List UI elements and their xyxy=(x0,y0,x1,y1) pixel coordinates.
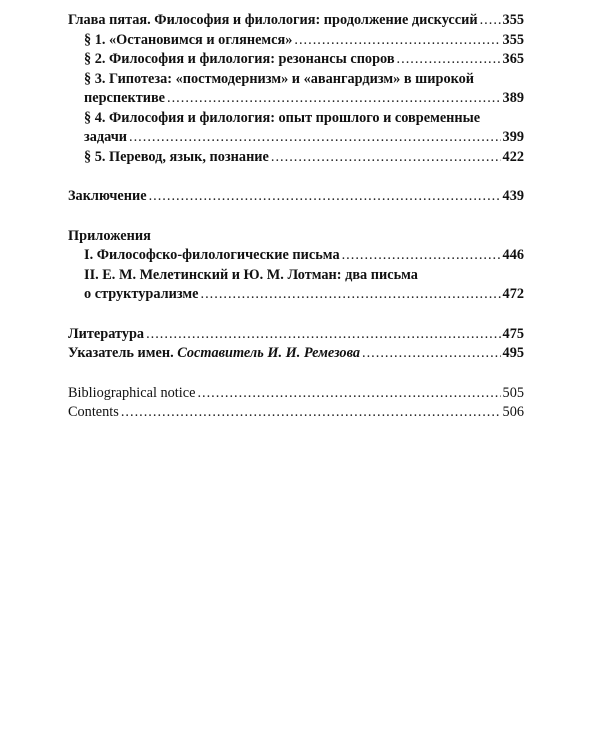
page-number: 355 xyxy=(502,12,524,28)
toc-entry-appendix-2[interactable] xyxy=(68,285,524,305)
leader-dots xyxy=(149,187,501,207)
appendices-title: Приложения xyxy=(68,227,151,244)
page-number: 389 xyxy=(502,90,524,106)
index-title-text: Указатель имен. xyxy=(68,345,174,361)
section-title: § 1. «Остановимся и оглянемся» xyxy=(84,31,293,48)
leader-dots xyxy=(362,344,501,364)
leader-dots xyxy=(294,31,500,51)
appendix-title: I. Философско-филологические письма xyxy=(84,247,340,263)
toc-entry-section-4-line1[interactable]: § 4. Философия и филология: опыт прошлого и современные xyxy=(84,109,481,126)
page-number: 472 xyxy=(502,286,524,302)
section-title: задачи xyxy=(84,129,128,145)
page-number: 399 xyxy=(502,129,524,145)
toc-entry-section-1[interactable] xyxy=(68,31,524,51)
leader-dots xyxy=(197,384,500,404)
leader-dots xyxy=(146,325,500,345)
table-of-contents xyxy=(68,11,524,423)
leader-dots xyxy=(397,50,501,70)
index-title xyxy=(68,344,360,364)
toc-entry-conclusion[interactable] xyxy=(68,187,524,207)
page-number: 365 xyxy=(502,51,524,67)
spacer xyxy=(68,305,524,325)
section-title: § 2. Философия и филология: резонансы споров xyxy=(84,51,395,67)
page-number: 355 xyxy=(502,31,524,48)
bibliographical-notice-title: Bibliographical notice xyxy=(68,384,196,401)
contents-title: Contents xyxy=(68,404,119,420)
leader-dots xyxy=(121,403,501,423)
spacer xyxy=(68,167,524,187)
spacer xyxy=(68,207,524,227)
literature-title: Литература xyxy=(68,325,145,342)
toc-entry-appendix-2-line1[interactable]: II. Е. М. Мелетинский и Ю. М. Лотман: два письма xyxy=(84,266,418,283)
leader-dots xyxy=(271,148,501,168)
page-number: 495 xyxy=(502,345,524,361)
conclusion-title: Заключение xyxy=(68,188,147,204)
page-number: 439 xyxy=(502,188,524,204)
spacer xyxy=(68,364,524,384)
toc-entry-section-3[interactable] xyxy=(68,89,524,109)
section-title: § 5. Перевод, язык, познание xyxy=(84,148,269,165)
leader-dots xyxy=(201,285,501,305)
toc-entry-index[interactable] xyxy=(68,344,524,364)
page-number: 446 xyxy=(502,247,524,263)
leader-dots xyxy=(167,89,501,109)
page-number: 475 xyxy=(502,325,524,342)
toc-entry-section-4[interactable] xyxy=(68,128,524,148)
toc-entry-section-3-line1[interactable]: § 3. Гипотеза: «постмодернизм» и «авангардизм» в широкой xyxy=(84,70,475,87)
leader-dots xyxy=(129,128,501,148)
toc-entry-bibliographical-notice[interactable] xyxy=(68,384,524,404)
page-number: 506 xyxy=(502,404,524,420)
toc-entry-literature[interactable] xyxy=(68,325,524,345)
leader-dots xyxy=(342,246,501,266)
leader-dots xyxy=(480,11,501,31)
chapter-title: Глава пятая. Философия и филология: продолжение дискуссий xyxy=(68,12,478,28)
page-number: 505 xyxy=(502,384,524,401)
toc-entry-chapter5[interactable] xyxy=(68,11,524,31)
appendix-title: о структурализме xyxy=(84,286,199,302)
section-title: перспективе xyxy=(84,90,166,106)
toc-entry-appendix-1[interactable] xyxy=(68,246,524,266)
toc-entry-section-2[interactable] xyxy=(68,50,524,70)
index-compiler: Составитель И. И. Ремезова xyxy=(177,345,361,361)
toc-entry-section-5[interactable] xyxy=(68,148,524,168)
toc-entry-contents[interactable] xyxy=(68,403,524,423)
page-number: 422 xyxy=(502,148,524,165)
